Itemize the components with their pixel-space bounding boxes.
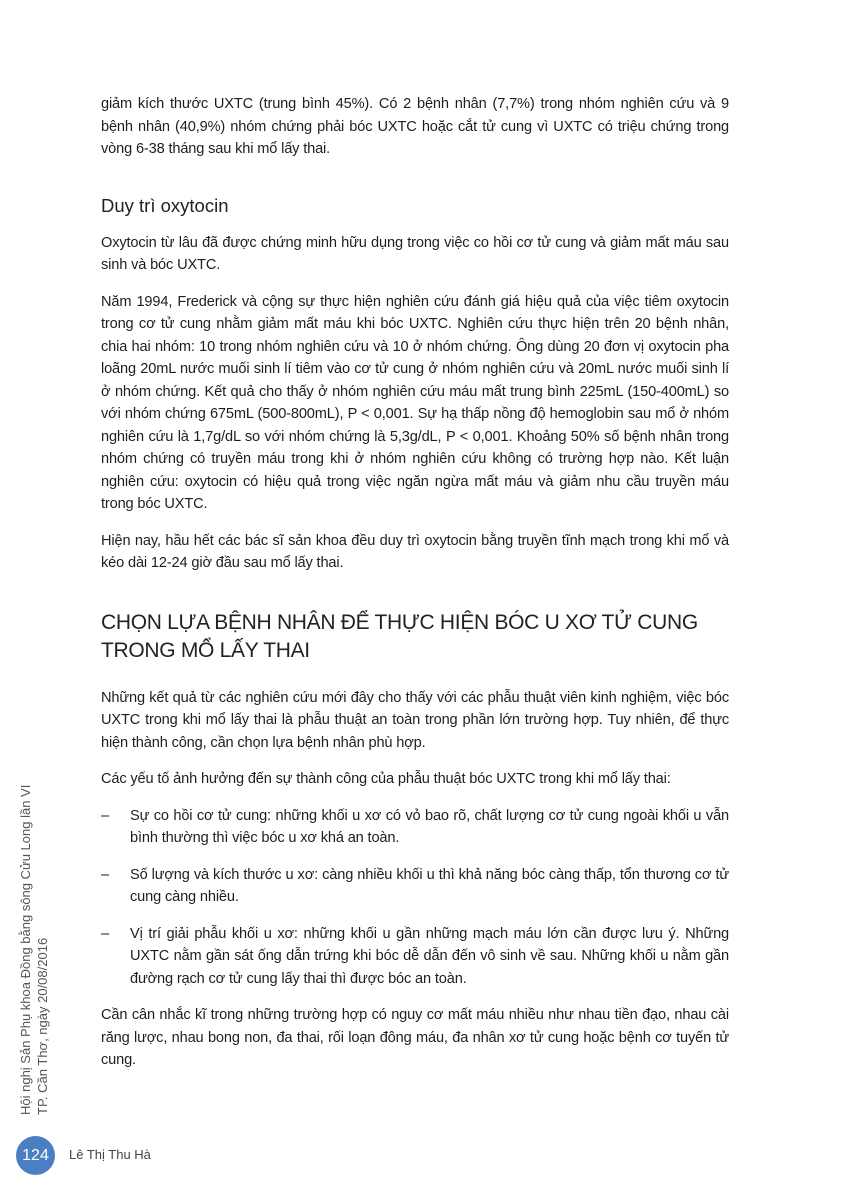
page-content: [101, 93, 729, 1072]
paragraph-selection-2: Các yếu tố ảnh hưởng đến sự thành công của phẫu thuật bóc UXTC trong khi mổ lấy thai:: [101, 771, 671, 787]
author-name: Lê Thị Thu Hà: [69, 1147, 151, 1162]
list-item: [101, 923, 729, 991]
page-number-badge: 124: [16, 1136, 55, 1175]
paragraph-oxytocin-3: Hiện nay, hầu hết các bác sĩ sản khoa đều duy trì oxytocin bằng truyền tĩnh mạch trong khi mổ và kéo dài 12-24 giờ đầu sau mổ lấy thai.: [101, 532, 729, 571]
conference-sidebar: [18, 784, 62, 1115]
list-item: [101, 805, 729, 850]
dash-bullet: –: [101, 866, 109, 883]
dash-bullet: –: [101, 807, 109, 824]
paragraph-intro: giảm kích thước UXTC (trung bình 45%). Có 2 bệnh nhân (7,7%) trong nhóm nghiên cứu và 9 bệnh nhân (40,9%) nhóm chứng phải bóc UXTC hoặc cắt tử cung vì UXTC có triệu chứng trong vòng 6-38 tháng sau khi mổ lấy thai.: [101, 96, 729, 157]
conference-name: Hội nghị Sản Phụ khoa Đồng bằng sông Cửu Long lần VI: [18, 784, 33, 1115]
section-heading: CHỌN LỰA BỆNH NHÂN ĐỂ THỰC HIỆN BÓC U XƠ TỬ CUNG TRONG MỔ LẤY THAI: [101, 610, 698, 662]
paragraph-closing: Cần cân nhắc kĩ trong những trường hợp có nguy cơ mất máu nhiều như nhau tiền đạo, nhau cài răng lược, nhau bong non, đa thai, rối loạn đông máu, đa nhân xơ tử cung hoặc bệnh cơ tuyến tử cung.: [101, 1007, 729, 1068]
dash-bullet: –: [101, 925, 109, 942]
paragraph-selection-1: Những kết quả từ các nghiên cứu mới đây cho thấy với các phẫu thuật viên kinh nghiệm, việc bóc UXTC trong khi mổ lấy thai là phẫu thuật an toàn trong phần lớn trường hợp. Tuy nhiên, để thực hiện thành công, cần chọn lựa bệnh nhân phù hợp.: [101, 689, 729, 751]
list-item-text: Số lượng và kích thước u xơ: càng nhiều khối u thì khả năng bóc càng thấp, tổn thương cơ tử cung càng nhiều.: [130, 866, 729, 905]
list-item: [101, 864, 729, 909]
paragraph-oxytocin-2: Năm 1994, Frederick và cộng sự thực hiện nghiên cứu đánh giá hiệu quả của việc tiêm oxytocin trong cơ tử cung nhằm giảm mất máu khi bóc UXTC. Nghiên cứu thực hiện trên 20 bệnh nhân, chia hai nhóm: 10 trong nhóm nghiên cứu và 10 ở nhóm chứng. Ông dùng 20 đơn vị oxytocin pha loãng 20mL nước muối sinh lí tiêm vào cơ tử cung ở nhóm nghiên cứu và 20mL nước muối sinh lí ở nhóm chứng. Kết quả cho thấy ở nhóm nghiên cứu máu mất trung bình 225mL (150-400mL) so với nhóm chứng 675mL (500-800mL), P < 0,001. Sự hạ thấp nồng độ hemoglobin sau mổ ở nhóm nghiên cứu là 1,7g/dL so với nhóm chứng là 5,3g/dL, P < 0,001. Khoảng 50% số bệnh nhân trong nhóm chứng có truyền máu trong khi ở nhóm nghiên cứu không có trường hợp nào. Kết luận nghiên cứu: oxytocin có hiệu quả trong việc ngăn ngừa mất máu và giảm nhu cầu truyền máu trong bóc UXTC.: [101, 293, 729, 512]
paragraph-oxytocin-1: Oxytocin từ lâu đã được chứng minh hữu dụng trong việc co hồi cơ tử cung và giảm mất máu sau sinh và bóc UXTC.: [101, 234, 729, 273]
factor-list: [101, 805, 729, 991]
list-item-text: Sự co hồi cơ tử cung: những khối u xơ có vỏ bao rõ, chất lượng cơ tử cung ngoài khối u vẫn bình thường thì việc bóc u xơ khá an toàn.: [130, 807, 729, 846]
subheading-oxytocin: Duy trì oxytocin: [101, 194, 229, 216]
conference-date: TP. Cần Thơ, ngày 20/08/2016: [34, 937, 50, 1115]
list-item-text: Vị trí giải phẫu khối u xơ: những khối u gần những mạch máu lớn cần được lưu ý. Những UXTC nằm gần sát ống dẫn trứng khi bóc dễ dẫn đến vô sinh về sau. Những khối u nằm gần đường rạch cơ tử cung lấy thai thì được bóc an toàn.: [130, 925, 729, 987]
